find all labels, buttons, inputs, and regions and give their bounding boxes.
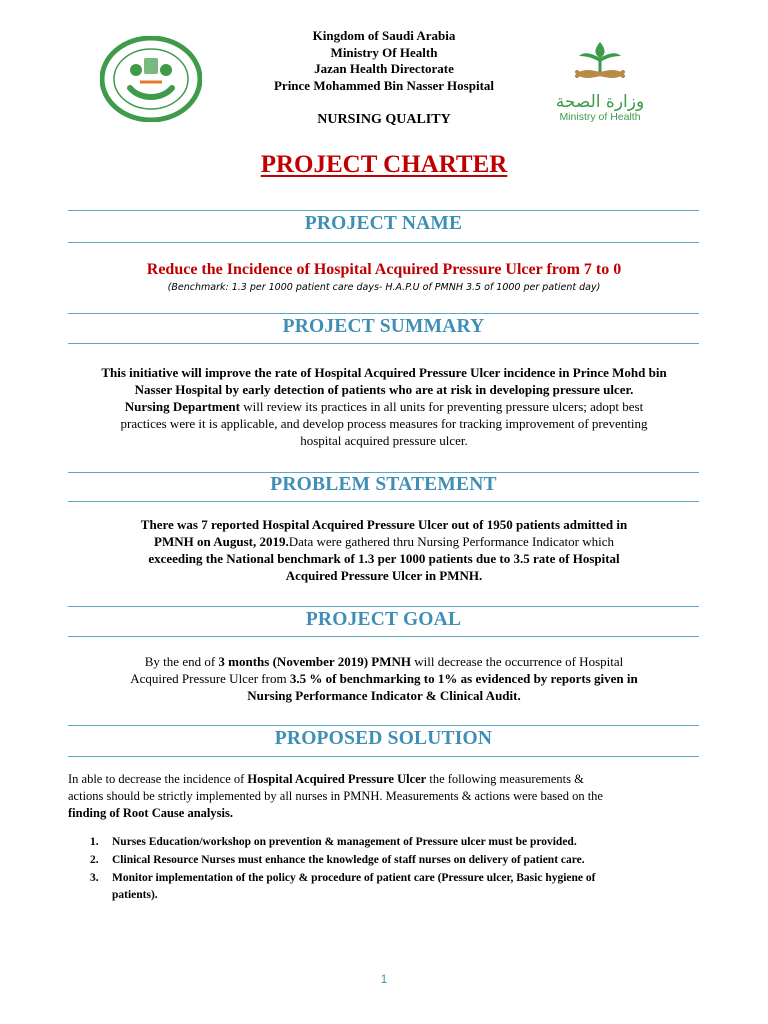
page-title: PROJECT CHARTER [260, 151, 508, 178]
problem-text: Data were gathered thru Nursing Performance Indicator which [288, 534, 614, 549]
list-item-number: 3. [90, 872, 99, 884]
heading-proposed-solution: PROPOSED SOLUTION [274, 728, 493, 749]
summary-bold: Nursing Department [124, 399, 240, 414]
section-rule-bottom [68, 242, 699, 243]
goal-bold: 3 months (November 2019) PMNH [218, 654, 411, 669]
list-item-number: 2. [90, 854, 99, 866]
section-rule-bottom [68, 501, 699, 502]
solution-line: finding of Root Cause analysis. [68, 806, 233, 820]
section-rule-top [68, 210, 699, 211]
header-line-country: Kingdom of Saudi Arabia [312, 28, 456, 43]
goal-line: Nursing Performance Indicator & Clinical Audit. [247, 688, 521, 703]
problem-line [60, 533, 708, 550]
goal-line [60, 653, 708, 670]
summary-line: practices were it is applicable, and develop process measures for tracking improvement of preventing [120, 416, 648, 431]
moh-logo-english: Ministry of Health [559, 111, 641, 123]
section-rule-top [68, 313, 699, 314]
list-item-number: 1. [90, 836, 99, 848]
section-rule-top [68, 725, 699, 726]
list-item-text: Monitor implementation of the policy & procedure of patient care (Pressure ulcer, Basic hygiene of [112, 872, 596, 884]
section-rule-top [68, 606, 699, 607]
summary-line: Nasser Hospital by early detection of patients who are at risk in developing pressure ulcer. [134, 382, 634, 397]
hospital-logo [100, 36, 202, 122]
summary-line [40, 398, 728, 415]
goal-text: By the end of [144, 654, 219, 669]
summary-paragraph [40, 364, 728, 449]
solution-line: actions should be strictly implemented by all nurses in PMNH. Measurements & actions were based on the [68, 789, 603, 803]
solution-text: In able to decrease the incidence of [68, 772, 248, 786]
list-item [90, 870, 700, 887]
list-item-text: Nurses Education/workshop on prevention & management of Pressure ulcer must be provided. [112, 836, 577, 848]
solution-bold: Hospital Acquired Pressure Ulcer [247, 772, 427, 786]
benchmark-note: (Benchmark: 1.3 per 1000 patient care days- H.A.P.U of PMNH 3.5 of 1000 per patient day) [167, 282, 601, 293]
header-line-directorate: Jazan Health Directorate [314, 61, 454, 76]
heading-project-name: PROJECT NAME [304, 213, 463, 234]
summary-text: will review its practices in all units for preventing pressure ulcers; adopt best [239, 399, 644, 414]
heading-project-summary: PROJECT SUMMARY [282, 316, 485, 337]
heading-project-goal: PROJECT GOAL [305, 609, 462, 630]
moh-logo-arabic: وزارة الصحة [555, 92, 645, 112]
problem-line: Acquired Pressure Ulcer in PMNH. [285, 568, 483, 583]
goal-bold: 3.5 % of benchmarking to 1% as evidenced by reports given in [289, 671, 638, 686]
solution-text: the following measurements & [426, 772, 584, 786]
project-title: Reduce the Incidence of Hospital Acquired Pressure Ulcer from 7 to 0 [146, 261, 622, 278]
goal-text: Acquired Pressure Ulcer from [130, 671, 290, 686]
list-item-continuation: patients). [112, 889, 158, 901]
department-label: NURSING QUALITY [317, 112, 451, 127]
summary-line: This initiative will improve the rate of Hospital Acquired Pressure Ulcer incidence in Prince Mohd bin [101, 365, 667, 380]
problem-paragraph [60, 516, 708, 584]
list-item [90, 834, 700, 851]
goal-line [60, 670, 708, 687]
section-rule-bottom [68, 343, 699, 344]
list-item [90, 852, 700, 869]
solution-line [68, 771, 708, 788]
heading-problem-statement: PROBLEM STATEMENT [270, 474, 497, 495]
page-number: 1 [380, 972, 388, 986]
goal-paragraph [60, 653, 708, 704]
header-block [234, 28, 534, 94]
header-line-ministry: Ministry Of Health [330, 44, 438, 60]
moh-logo [555, 38, 645, 122]
solution-intro [68, 771, 708, 822]
section-rule-bottom [68, 756, 699, 757]
section-rule-top [68, 472, 699, 473]
problem-text: PMNH on August, 2019. [154, 534, 289, 549]
list-item-text: Clinical Resource Nurses must enhance the knowledge of staff nurses on delivery of patient care. [112, 854, 585, 866]
goal-text: will decrease the occurrence of Hospital [411, 654, 624, 669]
summary-line: hospital acquired pressure ulcer. [300, 433, 468, 448]
problem-line: exceeding the National benchmark of 1.3 per 1000 patients due to 3.5 rate of Hospital [148, 551, 620, 566]
section-rule-bottom [68, 636, 699, 637]
problem-line: There was 7 reported Hospital Acquired Pressure Ulcer out of 1950 patients admitted in [140, 517, 628, 532]
header-line-hospital: Prince Mohammed Bin Nasser Hospital [273, 77, 495, 93]
